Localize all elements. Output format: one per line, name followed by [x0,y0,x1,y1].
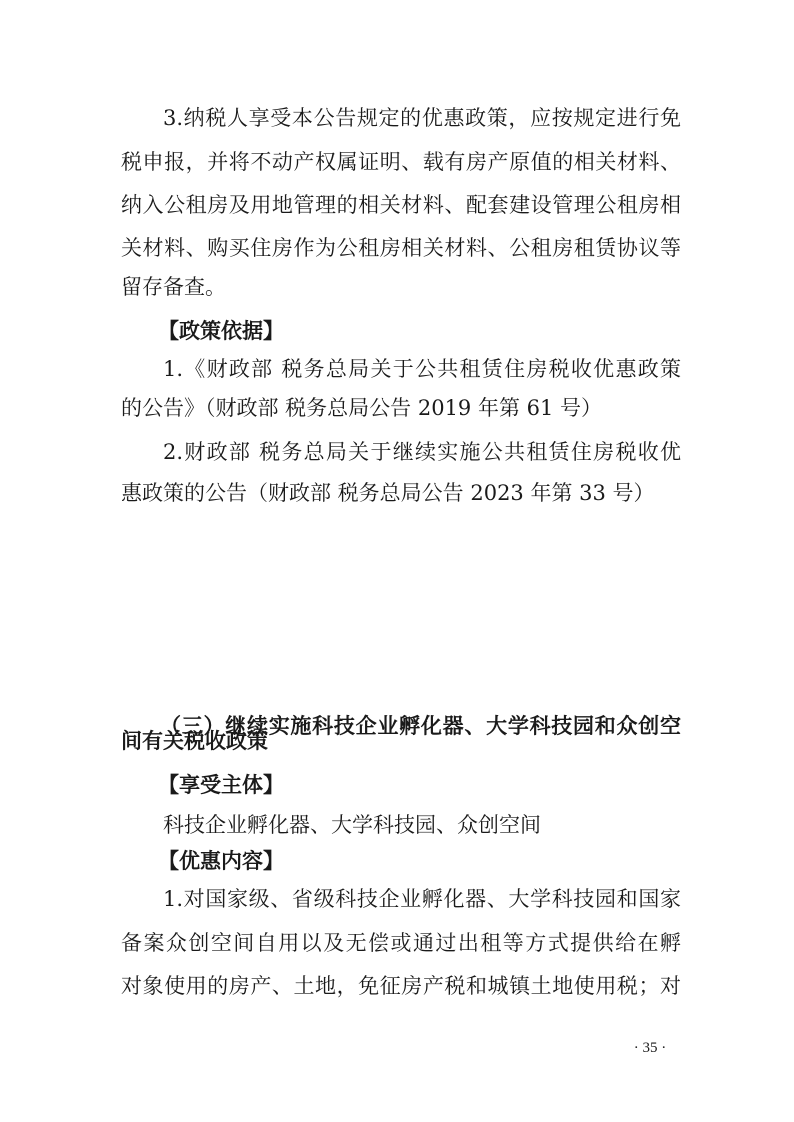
page-number: · 35 · [633,1040,667,1056]
item3-line-2: 税申报，并将不动产权属证明、载有房产原值的相关材料、 [121,150,681,174]
item3-line-1: 3.纳税人享受本公告规定的优惠政策，应按规定进行免 [163,106,681,130]
beneficiary-heading: 【享受主体】 [158,773,284,797]
item3-line-4: 关材料、购买住房作为公租房相关材料、公租房租赁协议等 [121,236,681,260]
beneficiary-text: 科技企业孵化器、大学科技园、众创空间 [163,813,541,837]
policy-basis-heading: 【政策依据】 [158,319,284,343]
benefit1-line-1: 1.对国家级、省级科技企业孵化器、大学科技园和国家 [163,887,681,911]
basis1-line-1: 1.《财政部 税务总局关于公共租赁住房税收优惠政策 [163,357,681,381]
item3-line-3: 纳入公租房及用地管理的相关材料、配套建设管理公租房相 [121,193,681,217]
basis1-line-2: 的公告》（财政部 税务总局公告 2019 年第 61 号） [121,396,603,420]
section3-title-line-2: 间有关税收政策 [121,729,268,753]
section3-title-line-1: （三）继续实施科技企业孵化器、大学科技园和众创空 [160,714,681,738]
benefit1-line-2: 备案众创空间自用以及无偿或通过出租等方式提供给在孵 [121,931,681,955]
basis2-line-1: 2.财政部 税务总局关于继续实施公共租赁住房税收优 [163,440,681,464]
item3-line-5: 留存备查。 [121,275,226,299]
benefit1-line-3: 对象使用的房产、土地，免征房产税和城镇土地使用税；对 [121,974,681,998]
preferential-content-heading: 【优惠内容】 [158,849,284,873]
basis2-line-2: 惠政策的公告（财政部 税务总局公告 2023 年第 33 号） [121,481,655,505]
